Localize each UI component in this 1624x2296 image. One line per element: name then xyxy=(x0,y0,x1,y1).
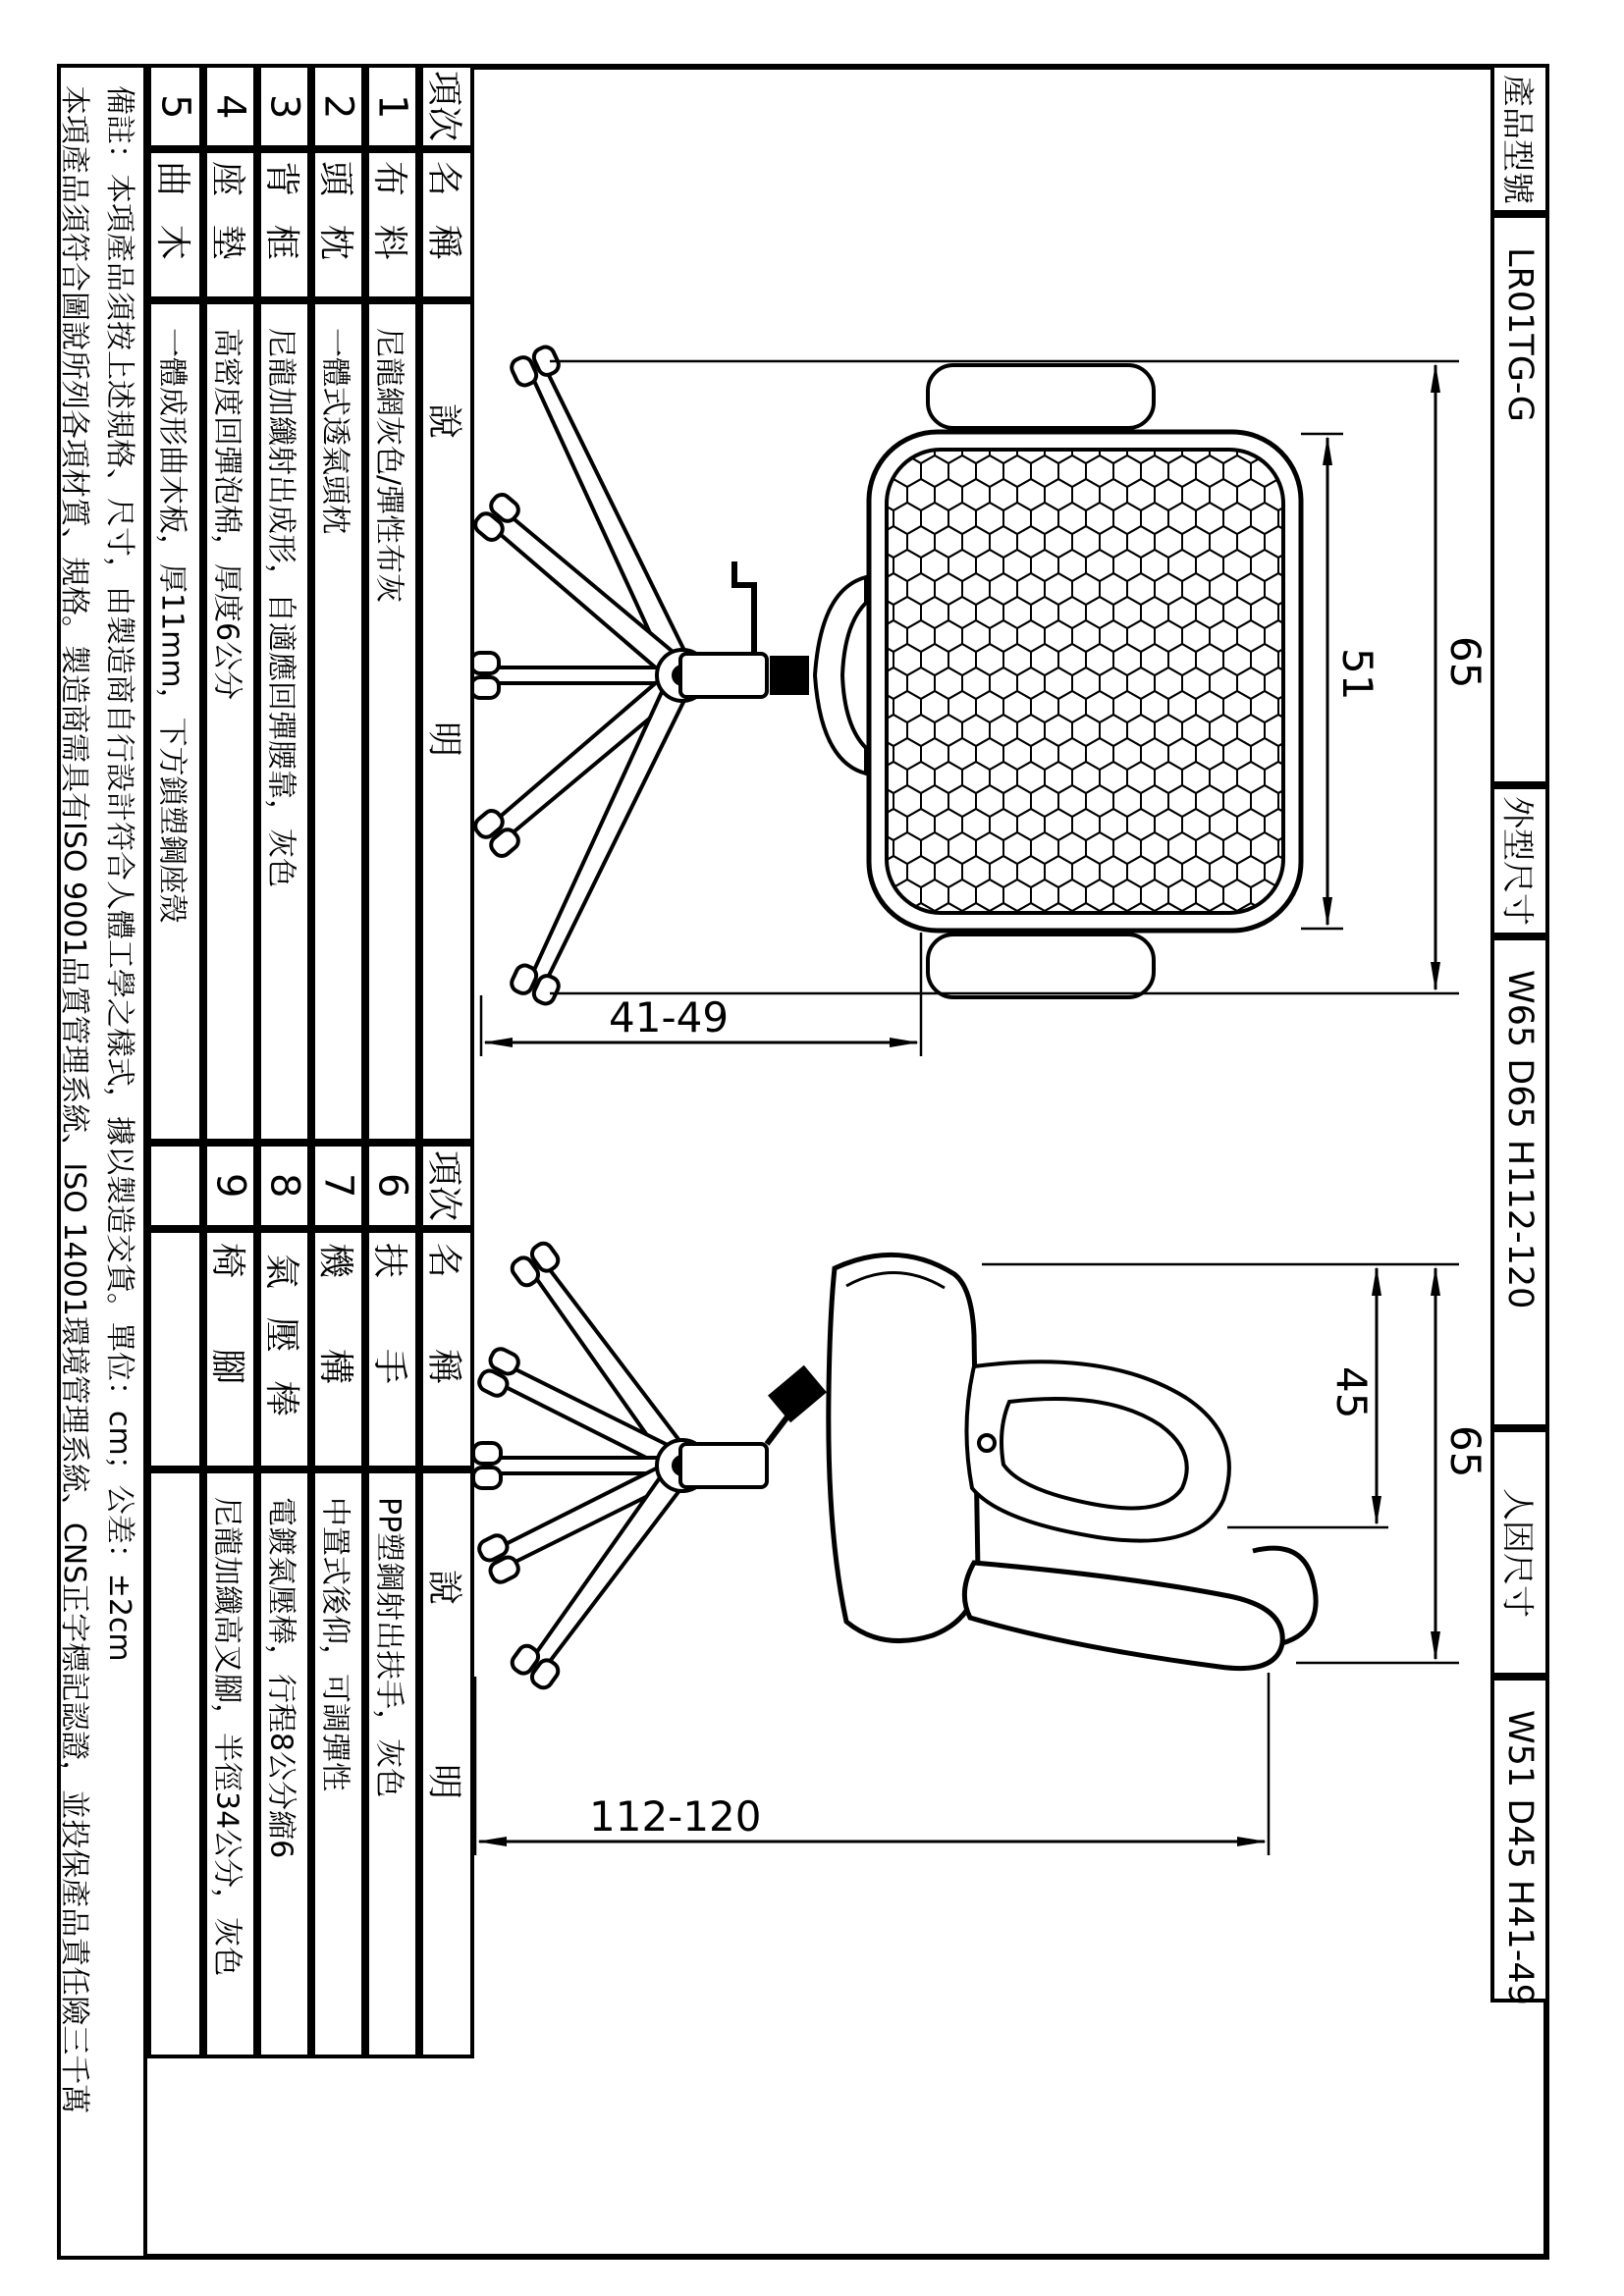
t1-header-no: 項次 xyxy=(419,64,474,149)
t2-empty-no xyxy=(147,1143,203,1229)
t1-row3-name: 背框 xyxy=(257,149,311,300)
t2-empty-desc xyxy=(147,1469,203,2058)
notes-column xyxy=(57,64,147,2260)
chair-drawings xyxy=(474,64,1490,2260)
title-ergo-dim-value: W51 D45 H41-49 xyxy=(1490,1677,1549,2002)
t1-row1-desc: 尼龍網灰色/彈性布灰 xyxy=(365,300,419,1143)
mesh-seat xyxy=(869,432,1301,931)
t2-row8-desc: 電鍍氣壓棒，行程8公分縮6 xyxy=(257,1469,311,2058)
t2-row8-name: 氣壓棒 xyxy=(257,1229,311,1469)
t1-row2-desc: 一體式透氣頭枕 xyxy=(311,300,365,1143)
t1-row2-name: 頭枕 xyxy=(311,149,365,300)
chair-side-profile xyxy=(829,1255,1316,1668)
dim-top-outer-width: 65 xyxy=(1441,636,1489,689)
gas-lift-side xyxy=(680,1368,824,1487)
t2-row9-desc: 尼龍加纖高叉腳，半徑34公分，灰色 xyxy=(203,1469,257,2058)
gas-lift xyxy=(680,561,807,697)
t1-header-name: 名稱 xyxy=(419,149,474,300)
t2-header-no: 項次 xyxy=(419,1143,474,1229)
armrest-pad-right xyxy=(928,934,1154,997)
t1-row5-no: 5 xyxy=(147,64,203,149)
armrest-pad-left xyxy=(928,365,1154,428)
t1-row5-desc: 一體成形曲木板，厚11mm，下方鎖塑鋼座殼 xyxy=(147,300,203,1143)
star-base-side xyxy=(489,1259,708,1672)
t2-row9-no: 9 xyxy=(203,1143,257,1229)
t1-row3-desc: 尼龍加纖射出成形，自適應回彈腰靠，灰色 xyxy=(257,300,311,1143)
t1-row4-desc: 高密度回彈泡棉，厚度6公分 xyxy=(203,300,257,1143)
t1-row1-name: 布料 xyxy=(365,149,419,300)
dim-top-mesh-width: 51 xyxy=(1333,648,1381,701)
title-ergo-dim-label: 人因尺寸 xyxy=(1490,1428,1549,1677)
title-model-label: 產品型號 xyxy=(1490,64,1549,214)
t2-header-desc: 說明 xyxy=(419,1469,474,2058)
t1-header-desc: 說明 xyxy=(419,300,474,1143)
t2-row6-no: 6 xyxy=(365,1143,419,1229)
t2-row7-name: 機構 xyxy=(311,1229,365,1469)
chair-top-view xyxy=(474,345,1459,1056)
note-line-1: 備註：本項產品須按上述規格、尺寸，由製造商自行設計符合人體工學之樣式，據以製造交貨。單位：cm；公差：±2cm xyxy=(102,85,136,1662)
dim-top-depth-range: 41-49 xyxy=(609,993,730,1041)
dim-side-height-range: 112-120 xyxy=(589,1792,762,1841)
note-line-2: 本項產品須符合圖說所列各項材質、規格。製造商需具有ISO 9001品質管理系統、ISO 14001環境管理系統、CNS正字標記認證，並投保產品責任險三千萬 xyxy=(57,85,91,2114)
t2-row6-name: 扶手 xyxy=(365,1229,419,1469)
t2-row9-name: 椅腳 xyxy=(203,1229,257,1469)
t1-row2-no: 2 xyxy=(311,64,365,149)
t2-row8-no: 8 xyxy=(257,1143,311,1229)
t2-row7-desc: 中置式後仰，可調彈性 xyxy=(311,1469,365,2058)
t1-row1-no: 1 xyxy=(365,64,419,149)
dim-side-seat-depth: 45 xyxy=(1327,1366,1376,1419)
t1-row4-no: 4 xyxy=(203,64,257,149)
title-outer-dim-value: W65 D65 H112-120 xyxy=(1490,936,1549,1428)
t2-header-name: 名稱 xyxy=(419,1229,474,1469)
dim-side-overall: 65 xyxy=(1441,1425,1489,1478)
t2-row6-desc: PP塑鋼射出扶手，灰色 xyxy=(365,1469,419,2058)
title-model-value: LR01TG-G xyxy=(1490,214,1549,785)
t2-row7-no: 7 xyxy=(311,1143,365,1229)
headrest-top xyxy=(815,577,866,774)
chair-side-view xyxy=(474,1240,1459,1855)
t1-row5-name: 曲木 xyxy=(147,149,203,300)
title-outer-dim-label: 外型尺寸 xyxy=(1490,785,1549,936)
t1-row4-name: 座墊 xyxy=(203,149,257,300)
t2-empty-name xyxy=(147,1229,203,1469)
t1-row3-no: 3 xyxy=(257,64,311,149)
star-base xyxy=(487,361,708,989)
